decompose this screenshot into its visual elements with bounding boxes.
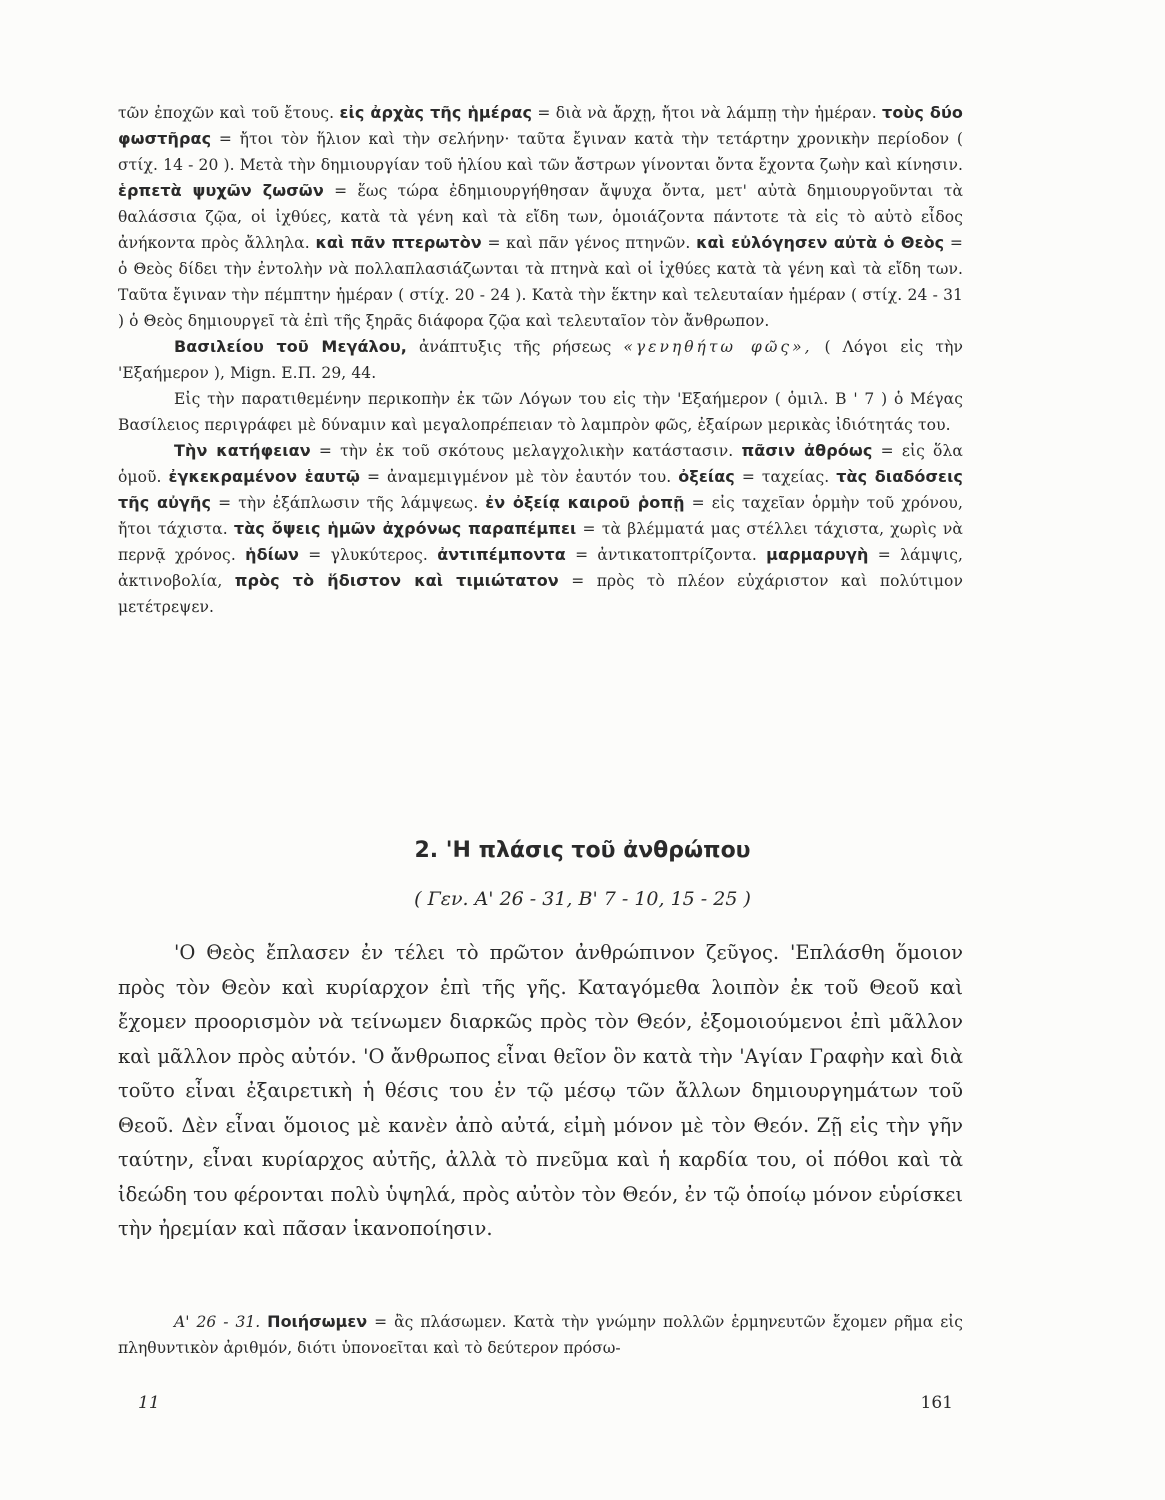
verse-note-paragraph: Α' 26 - 31. Ποιήσωμεν = ἂς πλάσωμεν. Κατὰ τὴν γνώμην πολλῶν ἑρμηνευτῶν ἔχομεν ρῆμα εἰς πληθυντικὸν ἀριθμόν, διότι ὑπονοεῖται καὶ τὸ δεύτερον πρόσω- (118, 1312, 963, 1357)
lemma: ἡδίων (245, 545, 300, 564)
commentary-block (118, 100, 963, 620)
lemma: μαρμαρυγὴ (766, 545, 869, 564)
main-paragraph: 'Ο Θεὸς ἔπλασεν ἐν τέλει τὸ πρῶτον ἀνθρώπινον ζεῦγος. 'Επλάσθη ὅμοιον πρὸς τὸν Θεὸν καὶ κυρίαρχον ἐπὶ τῆς γῆς. Καταγόμεθα λοιπὸν ἐκ τοῦ Θεοῦ καὶ ἔχομεν προορισμὸν νὰ τείνωμεν διαρκῶς πρὸς τὸν Θεόν, ἐξομοιούμενοι ἐπὶ μᾶλλον καὶ μᾶλλον πρὸς αὐτόν. 'Ο ἄνθρωπος εἶναι θεῖον ὃν κατὰ τὴν 'Αγίαν Γραφὴν καὶ διὰ τοῦτο εἶναι ἐξαιρετικὴ ἡ θέσις του ἐν τῷ μέσῳ τῶν ἄλλων δημιουργημάτων τοῦ Θεοῦ. Δὲν εἶναι ὅμοιος μὲ κανὲν ἀπὸ αὐτά, εἰμὴ μόνον μὲ τὸν Θεόν. Ζῇ εἰς τὴν γῆν ταύτην, εἶναι κυρίαρχος αὐτῆς, ἀλλὰ τὸ πνεῦμα καὶ ἡ καρδία του, οἱ πόθοι καὶ τὰ ἰδεώδη του φέρονται πολὺ ὑψηλά, πρὸς αὐτὸν τὸν Θεόν, ἐν τῷ ὁποίῳ μόνον εὑρίσκει τὴν ἠρεμίαν καὶ πᾶσαν ἱκανοποίησιν. (118, 941, 963, 1240)
quoted-phrase: «γενηθήτω φῶς», (623, 338, 813, 356)
commentary-paragraph-4: Τὴν κατήφειαν = τὴν ἐκ τοῦ σκότους μελαγχολικὴν κατάστασιν. πᾶσιν ἀθρόως = εἰς ὅλα ὁμοῦ. ἐγκεκραμένον ἑαυτῷ = ἀναμεμιγμένον μὲ τὸν ἑαυτόν του. ὀξείας = ταχείας. τὰς διαδόσεις τῆς αὐγῆς = τὴν ἐξάπλωσιν τῆς λάμψεως. ἐν ὀξείᾳ καιροῦ ῥοπῇ = εἰς ταχεῖαν ὁρμὴν τοῦ χρόνου, ἤτοι τάχιστα. τὰς ὄψεις ἡμῶν ἀχρόνως παραπέμπει = τὰ βλέμματά μας στέλλει τάχιστα, χωρὶς νὰ περνᾷ χρόνος. ἡδίων = γλυκύτερος. ἀντιπέμποντα = ἀντικατοπτρίζοντα. μαρμαρυγὴ = λάμψις, ἀκτινοβολία, πρὸς τὸ ἥδιστον καὶ τιμιώτατον = πρὸς τὸ πλέον εὐχάριστον καὶ πολύτιμον μετέτρεψεν. (118, 441, 964, 616)
main-text-block (118, 936, 963, 1247)
lemma: Ποιήσωμεν (267, 1312, 368, 1331)
lemma: ἑρπετὰ ψυχῶν ζωσῶν (118, 181, 324, 200)
commentary-paragraph-3: Εἰς τὴν παρατιθεμένην περικοπὴν ἐκ τῶν Λόγων του εἰς τὴν 'Εξαήμερον ( ὁμιλ. Β ' 7 ) ὁ Μέγας Βασίλειος περιγράφει μὲ δύναμιν καὶ μεγαλοπρέπειαν τὸ λαμπρὸν φῶς, ἐξαίρων μερικὰς ἰδιότητάς του. (118, 390, 963, 434)
section-heading: 2. 'Η πλάσις τοῦ ἀνθρώπου (414, 838, 751, 863)
commentary-paragraph-1: τῶν ἐποχῶν καὶ τοῦ ἔτους. εἰς ἀρχὰς τῆς ἡμέρας = διὰ νὰ ἄρχῃ, ἤτοι νὰ λάμπῃ τὴν ἡμέραν. τοὺς δύο φωστῆρας = ἤτοι τὸν ἥλιον καὶ τὴν σελήνην· ταῦτα ἔγιναν κατὰ τὴν τετάρτην χρονικὴν περίοδον ( στίχ. 14 - 20 ). Μετὰ τὴν δημιουργίαν τοῦ ἡλίου καὶ τῶν ἄστρων γίνονται ὄντα ἔχοντα ζωὴν καὶ κίνησιν. ἑρπετὰ ψυχῶν ζωσῶν = ἕως τώρα ἐδημιουργήθησαν ἄψυχα ὄντα, μετ' αὐτὰ δημιουργοῦνται τὰ θαλάσσια ζῷα, οἱ ἰχθύες, κατὰ τὰ γένη καὶ τὰ εἴδη των, ὁμοιάζοντα πάντοτε τὰ εἰς τὸ αὐτὸ εἶδος ἀνήκοντα πρὸς ἄλληλα. καὶ πᾶν πτερωτὸν = καὶ πᾶν γένος πτηνῶν. καὶ εὐλόγησεν αὐτὰ ὁ Θεὸς = ὁ Θεὸς δίδει τὴν ἐντολὴν νὰ πολλαπλασιάζωνται τὰ πτηνὰ καὶ οἱ ἰχθύες κατὰ τὰ γένη καὶ τὰ εἴδη των. Ταῦτα ἔγιναν τὴν πέμπτην ἡμέραν ( στίχ. 20 - 24 ). Κατὰ τὴν ἕκτην καὶ τελευταίαν ἡμέραν ( στίχ. 24 - 31 ) ὁ Θεὸς δημιουργεῖ τὰ ἐπὶ τῆς ξηρᾶς διάφορα ζῷα καὶ τελευταῖον τὸν ἄνθρωπον. (118, 103, 964, 330)
page-number: 161 (920, 1393, 953, 1413)
lemma: Τὴν κατήφειαν (174, 441, 311, 460)
commentary-paragraph-2: Βασιλείου τοῦ Μεγάλου, ἀνάπτυξις τῆς ρήσεως «γενηθήτω φῶς», ( Λόγοι εἰς τὴν 'Εξαήμερον ), Mign. Ε.Π. 29, 44. (118, 337, 963, 382)
verse-notes (118, 1309, 963, 1361)
lemma: τοὺς δύο φωστῆρας (118, 103, 963, 148)
lemma: ἐγκεκραμένον ἑαυτῷ (168, 467, 361, 486)
lemma: πᾶσιν ἀθρόως (741, 441, 873, 460)
lemma: καὶ πᾶν πτερωτὸν (315, 233, 482, 252)
signature-mark: 11 (138, 1393, 160, 1413)
lemma: ὀξείας (678, 467, 735, 486)
verse-reference: Α' 26 - 31. (174, 1313, 261, 1331)
source-author: Βασιλείου τοῦ Μεγάλου, (174, 337, 407, 356)
lemma: ἐν ὀξείᾳ καιροῦ ῥοπῇ (485, 493, 685, 512)
section-reference: ( Γεν. Α' 26 - 31, Β' 7 - 10, 15 - 25 ) (414, 888, 751, 910)
lemma: ἀντιπέμποντα (437, 545, 566, 564)
lemma: πρὸς τὸ ἥδιστον καὶ τιμιώτατον (234, 571, 559, 590)
lemma: τὰς διαδόσεις τῆς αὐγῆς (118, 467, 963, 512)
lemma: καὶ εὐλόγησεν αὐτὰ ὁ Θεὸς (696, 233, 945, 252)
lemma: τὰς ὄψεις ἡμῶν ἀχρόνως παραπέμπει (233, 519, 577, 538)
lemma: εἰς ἀρχὰς τῆς ἡμέρας (339, 103, 533, 122)
